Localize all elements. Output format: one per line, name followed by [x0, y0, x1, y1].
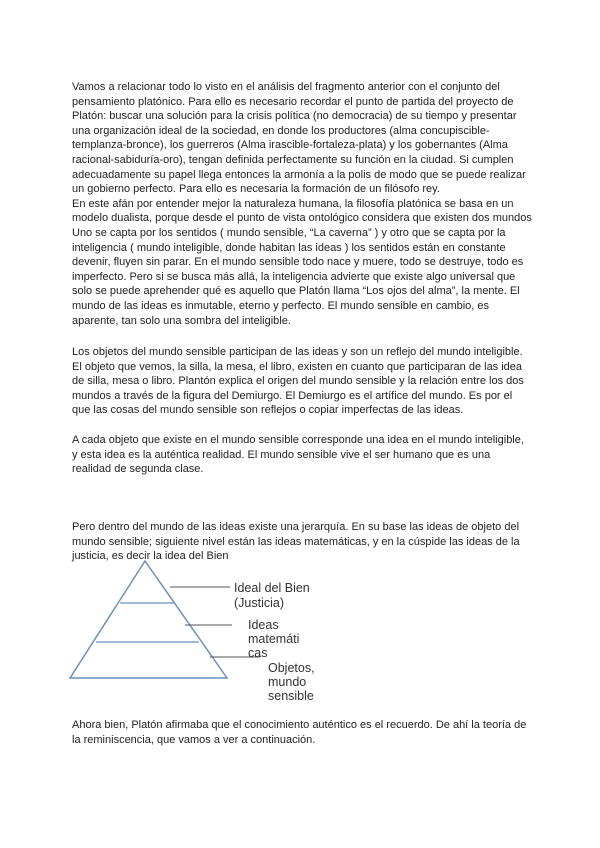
label-ideas: Ideas: [248, 618, 279, 632]
label-mundo: mundo: [268, 675, 307, 689]
text-block-correspondencia: [72, 433, 532, 477]
ideas-hierarchy-pyramid: [60, 556, 380, 706]
label-objetos: Objetos,: [268, 661, 315, 675]
paragraph-reminiscencia: Ahora bien, Platón afirmaba que el conocimiento auténtico es el recuerdo. De ahí la teoría de la reminiscencia, que vamos a ver a continuación.: [72, 719, 527, 746]
paragraph-idea-realidad: A cada objeto que existe en el mundo sensible corresponde una idea en el mundo inteligible, y esta idea es la auténtica realidad. El mundo sensible vive el ser humano que es una realidad de segunda clase.: [72, 434, 524, 476]
pyramid-outline: [70, 561, 227, 678]
paragraph-proyecto-platon: Vamos a relacionar todo lo visto en el análisis del fragmento anterior con el conjunto del pensamiento platónico. Para ello es necesario recordar el punto de partida del proyecto de Platón: buscar una solución para la crisis política (no democracia) de su tiempo y presentar una organización ideal de la sociedad, en donde los productores (alma concupiscible-templanza-bronce), los guerreros (Alma irascible-fortaleza-plata) y los gobernantes (Alma racional-sabiduría-oro), tengan definida perfectamente su función en la ciudad. Si cumplen adecuadamente su papel llega entonces la armonía a la polis de modo que se puede realizar un gobierno perfecto. Para ello es necesaria la formación de un filósofo rey.: [72, 81, 526, 196]
paragraph-jerarquia-ideas: Pero dentro del mundo de las ideas existe una jerarquía. En su base las ideas de objeto del mundo sensible; siguiente nivel están las ideas matemáticas, y en la cúspide las ideas de la justicia, es decir la idea del Bien: [72, 521, 520, 563]
text-block-intro: [72, 80, 532, 328]
label-ideal-del-bien: Ideal del Bien: [234, 581, 310, 595]
label-matemati: matemáti: [248, 632, 300, 646]
label-sensible: sensible: [268, 689, 314, 703]
label-cas: cas: [248, 646, 268, 660]
paragraph-objetos-sensibles: Los objetos del mundo sensible participan de las ideas y son un reflejo del mundo inteligible. El objeto que vemos, la silla, la mesa, el libro, existen en cuanto que participaran de las idea de silla, mesa o libro. Plantón explica el origen del mundo sensible y la relación entre los dos mundos a través de la figura del Demiurgo. El Demiurgo es el artífice del mundo. Es por el que las cosas del mundo sensible son reflejos o copiar imperfectas de las ideas.: [72, 346, 524, 417]
text-block-participacion: [72, 345, 532, 418]
paragraph-dos-mundos: Uno se capta por los sentidos ( mundo sensible, “La caverna” ) y otro que se capta por la inteligencia ( mundo inteligible, donde habitan las ideas ) los sentidos están en constante devenir, fluyen sin parar. En el mundo sensible todo nace y muere, todo se destruye, todo es imperfecto. Pero si se busca más allá, la inteligencia advierte que existe algo universal que solo se puede aprehender qué es aquello que Platón llama “Los ojos del alma”, la mente. El mundo de las ideas es inmutable, eterno y perfecto. El mundo sensible en cambio, es aparente, tan solo una sombra del inteligible.: [72, 226, 524, 327]
label-justicia: (Justicia): [234, 596, 285, 610]
text-block-reminiscencia: [72, 718, 532, 747]
paragraph-modelo-dualista: En este afán por entender mejor la naturaleza humana, la filosofía platónica se basa en un modelo dualista, porque desde el punto de vista ontológico considera que existen dos mundos: [72, 197, 532, 225]
